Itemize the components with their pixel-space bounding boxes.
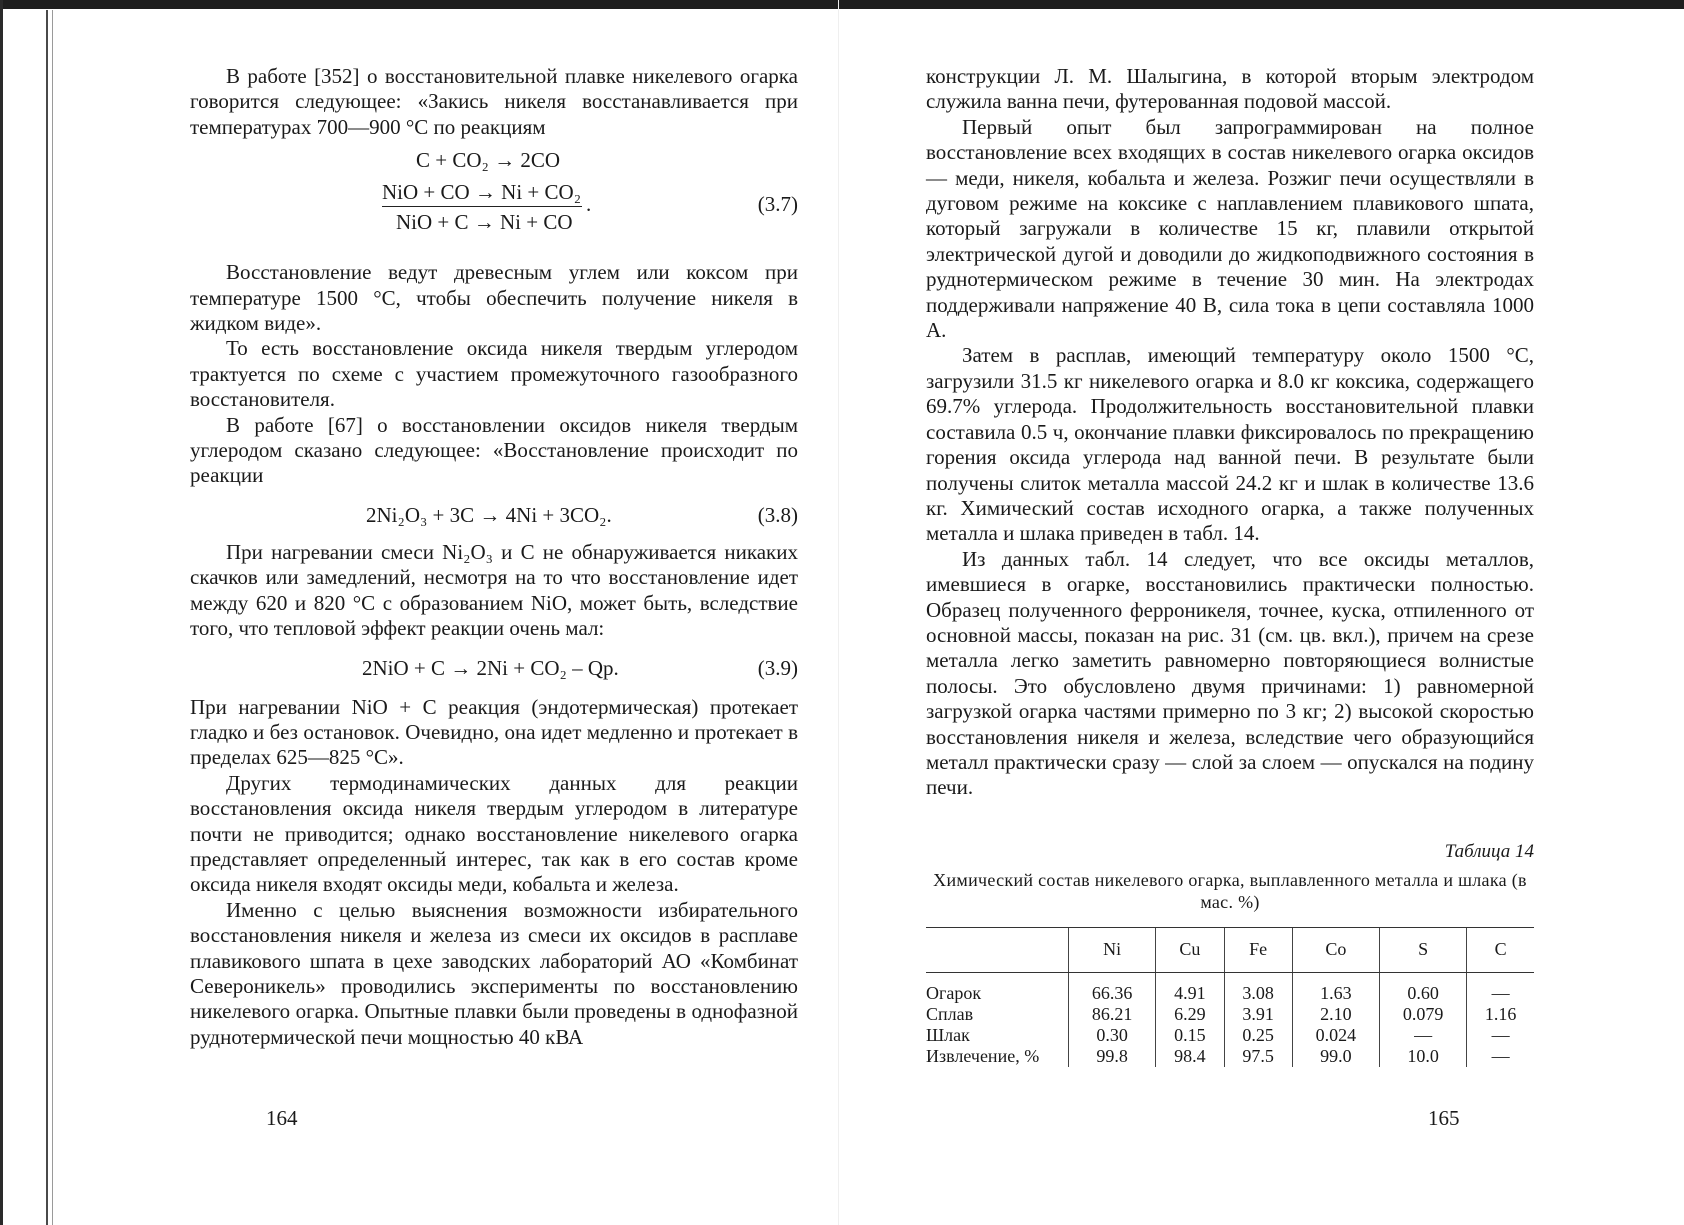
table-row	[926, 1004, 1534, 1025]
row-label: Огарок	[926, 982, 982, 1003]
scan-binding-shadow-thin	[52, 10, 53, 1225]
equation-3-7	[190, 148, 798, 252]
table-cell: 0.25	[1224, 1025, 1292, 1046]
equation-line: NiO + CO → Ni + CO₂	[382, 180, 582, 205]
table-row	[926, 1025, 1534, 1046]
equation-number: (3.8)	[757, 502, 798, 527]
table-cell: 3.08	[1224, 972, 1292, 1004]
equation-text: 2Ni₂O₃ + 3C → 4Ni + 3CO₂.	[366, 502, 612, 527]
table-cell: 97.5	[1224, 1046, 1292, 1067]
table-cell: 0.15	[1156, 1025, 1224, 1046]
composition-table	[926, 927, 1534, 1067]
table-cell: 2.10	[1292, 1004, 1379, 1025]
table-cell: 1.16	[1467, 1004, 1534, 1025]
table-cell: 4.91	[1156, 972, 1224, 1004]
scan-binding-shadow	[46, 10, 48, 1225]
paragraph: конструкции Л. М. Шалыгина, в которой вторым электродом служила ванна печи, футерованная подовой массой.	[926, 64, 1534, 114]
header-cell: Cu	[1156, 927, 1224, 972]
paragraph: При нагревании NiO + C реакция (эндотермическая) протекает гладко и без остановок. Очевидно, она идет медленно и протекает в пределах 625—825 °С».	[190, 694, 798, 770]
table-cell: 66.36	[1069, 972, 1156, 1004]
equation-line: NiO + C → Ni + CO	[396, 210, 573, 235]
equation-number: (3.7)	[757, 192, 798, 217]
table-header-row	[926, 927, 1534, 972]
header-cell: Co	[1292, 927, 1379, 972]
paragraph: Других термодинамических данных для реакции восстановления оксида никеля твердым углеродом в литературе почти не приводится; однако восстановление никелевого огарка представляет определенный интерес, так как в его состав кроме оксида никеля входят оксиды меди, кобальта и железа.	[190, 770, 798, 897]
paragraph: Затем в расплав, имеющий температуру около 1500 °С, загрузили 31.5 кг никелевого огарка и 8.0 кг коксика, содержащего 69.7% углерода. Продолжительность восстановительной плавки составила 0.5 ч, окончание плавки фиксировалось по прекращению горения оксида углерода над ванной печи. В результате были получены слиток металла массой 24.2 кг и шлак в количестве 13.6 кг. Химический состав исходного огарка, а также полученных металла и шлака приведен в табл. 14.	[926, 343, 1534, 546]
header-cell: Ni	[1069, 927, 1156, 972]
table-cell: 99.8	[1069, 1046, 1156, 1067]
page-number-left: 164	[266, 1106, 298, 1130]
table-cell: 6.29	[1156, 1004, 1224, 1025]
table-title: Химический состав никелевого огарка, выплавленного металла и шлака (в мас. %)	[933, 869, 1527, 912]
header-cell: S	[1380, 927, 1467, 972]
paragraph: Из данных табл. 14 следует, что все оксиды металлов, имевшиеся в огарке, восстановились практически полностью. Образец полученного ферроникеля, точнее, куска, отпиленного от основной массы, показан на рис. 31 (см. цв. вкл.), причем на срезе металла легко заметить равномерно повторяющиеся волнистые полосы. Это обусловлено двумя причинами: 1) равномерной загрузкой огарка частями примерно по 3 кг; 2) высокой скоростью восстановления никеля и железа, вследствие чего образующийся металл практически сразу — слой за слоем — опускался на подину печи.	[926, 546, 1534, 800]
row-label: Извлечение, %	[926, 1045, 1040, 1066]
paragraph: В работе [352] о восстановительной плавке никелевого огарка говорится следующее: «Закись никеля восстанавливается при температурах 700—900 °С по реакциям	[190, 64, 798, 139]
table-cell: 0.079	[1380, 1004, 1467, 1025]
right-page	[926, 64, 1534, 1067]
equation-number: (3.9)	[757, 655, 798, 680]
header-cell	[926, 927, 1069, 972]
table-cell: 0.024	[1292, 1025, 1379, 1046]
table-cell: 86.21	[1069, 1004, 1156, 1025]
equation-line: C + CO₂ → 2CO	[416, 148, 561, 173]
table-cell: 3.91	[1224, 1004, 1292, 1025]
paragraph: В работе [67] о восстановлении оксидов никеля твердым углеродом сказано следующее: «Восстановление происходит по реакции	[190, 412, 798, 488]
table-row	[926, 972, 1534, 1004]
paragraph: Именно с целью выяснения возможности избирательного восстановления никеля и железа из смеси их оксидов в расплаве плавикового шпата в цехе заводских лабораторий АО «Комбинат Североникель» проводились эксперименты по восстановлению никелевого огарка. Опытные плавки были проведены в однофазной руднотермической печи мощностью 40 кВА	[190, 897, 798, 1049]
table-cell: 98.4	[1156, 1046, 1224, 1067]
table-cell: —	[1467, 972, 1534, 1004]
equation-dot: .	[586, 192, 592, 217]
row-label: Шлак	[926, 1024, 970, 1045]
table-row	[926, 1046, 1534, 1067]
table-cell: 99.0	[1292, 1046, 1379, 1067]
paragraph: При нагревании смеси Ni₂O₃ и C не обнаруживается никаких скачков или замедлений, несмотря на то что восстановление идет между 620 и 820 °С с образованием NiO, может быть, вследствие того, что тепловой эффект реакции очень мал:	[190, 539, 798, 641]
page-number-right: 165	[1428, 1106, 1460, 1130]
table-cell: —	[1467, 1025, 1534, 1046]
table-caption: Таблица 14	[1444, 840, 1534, 862]
header-cell: C	[1467, 927, 1534, 972]
book-gutter	[838, 0, 839, 1225]
equation-text: 2NiO + C → 2Ni + CO₂ – Qр.	[362, 655, 619, 680]
paragraph: Восстановление ведут древесным углем или коксом при температуре 1500 °С, чтобы обеспечить получение никеля в жидком виде».	[190, 260, 798, 336]
table-cell: 0.60	[1380, 972, 1467, 1004]
left-page	[190, 64, 798, 1050]
header-cell: Fe	[1224, 927, 1292, 972]
table-cell: —	[1380, 1025, 1467, 1046]
paragraph: То есть восстановление оксида никеля твердым углеродом трактуется по схеме с участием промежуточного газообразного восстановителя.	[190, 336, 798, 412]
paragraph: Первый опыт был запрограммирован на полное восстановление всех входящих в состав никелевого огарка оксидов — меди, никеля, кобальта и железа. Розжиг печи осуществляли в дуговом режиме на коксике с наплавлением плавикового шпата, который загружали в количестве 15 кг, плавили открытой электрической дугой и доводили до жидкоподвижного состояния в руднотермическом режиме в течение 30 мин. На электродах поддерживали напряжение 40 В, сила тока в цепи составляла 1000 А.	[926, 114, 1534, 343]
summation-rule	[382, 206, 582, 207]
table-cell: —	[1467, 1046, 1534, 1067]
row-label: Сплав	[926, 1003, 974, 1024]
table-cell: 1.63	[1292, 972, 1379, 1004]
table-cell: 10.0	[1380, 1046, 1467, 1067]
scan-left-edge	[0, 0, 3, 1225]
scan-top-edge	[0, 0, 1684, 9]
table-cell: 0.30	[1069, 1025, 1156, 1046]
equation-3-8	[190, 503, 798, 528]
equation-3-9	[190, 656, 798, 681]
